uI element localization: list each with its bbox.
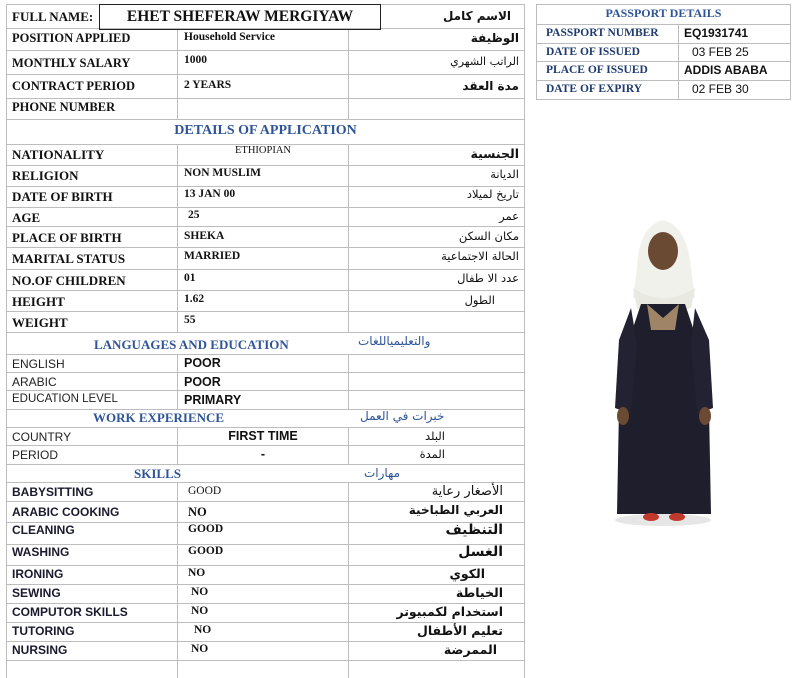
application-heading: DETAILS OF APPLICATION (174, 123, 357, 138)
skill-washing-label: WASHING (12, 545, 70, 559)
grid-line (6, 501, 525, 502)
grid-line (6, 4, 7, 678)
grid-line (537, 24, 790, 25)
date-issued-value: 03 FEB 25 (692, 45, 749, 59)
education-level-label: EDUCATION LEVEL (12, 393, 118, 405)
passport-heading: PASSPORT DETAILS (605, 6, 722, 20)
grid-line (537, 80, 790, 81)
education-level-value: PRIMARY (184, 393, 242, 407)
grid-line (177, 28, 178, 119)
skills-heading: SKILLS (134, 466, 181, 481)
grid-line (177, 144, 178, 332)
contract-period-label: CONTRACT PERIOD (12, 79, 136, 93)
skill-ironing-ar: الكوي (449, 566, 485, 581)
skill-cleaning-value: GOOD (188, 523, 224, 535)
skill-tutoring-ar: تعليم الأطفال (416, 623, 503, 638)
skill-sewing-value: NO (191, 586, 209, 598)
skill-arabic-cooking-ar: العربي الطباخية (408, 503, 503, 517)
grid-line (6, 409, 525, 410)
application-form (6, 4, 525, 678)
passport-number-value: EQ1931741 (684, 26, 749, 40)
full-name-label: FULL NAME: (12, 9, 94, 24)
applicant-photo (541, 108, 784, 568)
grid-line (6, 50, 525, 51)
country-value: FIRST TIME (228, 429, 298, 443)
grid-line (6, 186, 525, 187)
age-label: AGE (12, 210, 41, 225)
skill-computer-label: COMPUTOR SKILLS (12, 605, 128, 619)
dob-label: DATE OF BIRTH (12, 189, 113, 204)
skill-computer-value: NO (191, 605, 209, 617)
grid-line (6, 427, 525, 428)
grid-line (6, 354, 525, 355)
grid-line (6, 565, 525, 566)
country-ar: البلد (424, 429, 445, 443)
contract-period-ar: مدة العقد (462, 79, 519, 93)
grid-line (6, 74, 525, 75)
period-ar: المدة (419, 447, 445, 461)
arabic-value: POOR (184, 375, 221, 389)
nationality-label: NATIONALITY (12, 147, 105, 162)
grid-line (348, 482, 349, 678)
grid-line (6, 660, 525, 661)
grid-line (6, 464, 525, 465)
work-heading: WORK EXPERIENCE (93, 410, 225, 425)
skill-arabic-cooking-label: ARABIC COOKING (12, 505, 120, 519)
applicant-figure (541, 108, 784, 568)
place-issued-label: PLACE OF ISSUED (546, 64, 648, 76)
age-ar: عمر (499, 209, 519, 223)
skill-babysitting-label: BABYSITTING (12, 485, 94, 499)
grid-line (6, 390, 525, 391)
grid-line (6, 269, 525, 270)
skill-sewing-label: SEWING (12, 586, 61, 600)
contract-period-value: 2 YEARS (184, 79, 232, 91)
phone-number-label: PHONE NUMBER (12, 100, 116, 114)
grid-line (678, 24, 679, 99)
grid-line (177, 482, 178, 678)
position-applied-label: POSITION APPLIED (12, 31, 131, 45)
religion-value: NON MUSLIM (184, 167, 261, 179)
monthly-salary-ar: الراتب الشهري (450, 55, 519, 68)
weight-value: 55 (184, 314, 196, 326)
weight-label: WEIGHT (12, 315, 68, 330)
languages-heading-ar: والتعليمياللغات (358, 334, 431, 348)
grid-line (348, 144, 349, 332)
date-issued-label: DATE OF ISSUED (546, 46, 640, 58)
skill-washing-value: GOOD (188, 545, 224, 557)
height-ar: الطول (464, 293, 495, 307)
english-value: POOR (184, 356, 221, 370)
position-applied-ar: الوظيفة (470, 31, 519, 45)
skill-ironing-label: IRONING (12, 567, 64, 581)
monthly-salary-label: MONTHLY SALARY (12, 56, 131, 70)
grid-line (348, 427, 349, 464)
skill-tutoring-label: TUTORING (12, 624, 75, 638)
skill-computer-ar: استخدام لكمبيوتر (396, 604, 503, 619)
skill-babysitting-value: GOOD (188, 485, 222, 497)
position-applied-value: Household Service (184, 31, 276, 43)
grid-line (6, 119, 525, 120)
grid-line (6, 247, 525, 248)
grid-line (6, 165, 525, 166)
country-label: COUNTRY (12, 430, 72, 444)
nationality-ar: الجنسية (470, 146, 519, 161)
arabic-label: ARABIC (12, 375, 57, 389)
passport-details-table (536, 4, 791, 100)
skill-nursing-ar: الممرضة (443, 642, 497, 657)
grid-line (6, 207, 525, 208)
skill-ironing-value: NO (188, 567, 206, 579)
marital-status-ar: الحالة الاجتماعية (441, 249, 519, 263)
children-label: NO.OF CHILDREN (12, 273, 126, 288)
grid-line (524, 4, 525, 678)
dob-ar: تاريخ لميلاد (466, 187, 519, 201)
skill-washing-ar: الغسل (458, 544, 503, 560)
skill-sewing-ar: الخياطة (455, 585, 503, 600)
height-value: 1.62 (184, 293, 205, 305)
grid-line (6, 482, 525, 483)
english-label: ENGLISH (12, 357, 65, 371)
place-of-birth-ar: مكان السكن (458, 229, 519, 243)
grid-line (6, 226, 525, 227)
grid-line (6, 290, 525, 291)
skill-babysitting-ar: الأصغار رعاية (431, 484, 503, 499)
work-heading-ar: خبرات في العمل (360, 409, 445, 423)
grid-line (6, 544, 525, 545)
height-label: HEIGHT (12, 294, 65, 309)
grid-line (6, 98, 525, 99)
children-value: 01 (184, 272, 196, 284)
skill-tutoring-value: NO (194, 624, 212, 636)
date-expiry-value: 02 FEB 30 (692, 82, 749, 96)
dob-value: 13 JAN 00 (184, 188, 236, 200)
full-name-label-ar: الاسم كامل (442, 9, 511, 23)
grid-line (6, 584, 525, 585)
place-of-birth-label: PLACE OF BIRTH (12, 230, 122, 245)
grid-line (537, 61, 790, 62)
grid-line (6, 445, 525, 446)
grid-line (537, 43, 790, 44)
skills-heading-ar: مهارات (364, 466, 401, 480)
date-expiry-label: DATE OF EXPIRY (546, 83, 643, 95)
place-of-birth-value: SHEKA (184, 230, 225, 242)
religion-ar: الديانة (490, 167, 519, 181)
grid-line (348, 28, 349, 119)
skill-nursing-label: NURSING (12, 643, 68, 657)
grid-line (6, 372, 525, 373)
skill-cleaning-label: CLEANING (12, 523, 75, 537)
age-value: 25 (188, 209, 200, 221)
nationality-value: ETHIOPIAN (235, 145, 291, 156)
marital-status-label: MARITAL STATUS (12, 251, 126, 266)
grid-line (6, 332, 525, 333)
skill-nursing-value: NO (191, 643, 209, 655)
skill-cleaning-ar: التنظيف (445, 522, 503, 538)
religion-label: RELIGION (12, 168, 79, 183)
grid-line (177, 354, 178, 409)
period-label: PERIOD (12, 448, 59, 462)
children-ar: عدد الا طفال (457, 271, 519, 285)
period-value: - (260, 447, 266, 461)
marital-status-value: MARRIED (184, 250, 241, 262)
monthly-salary-value: 1000 (184, 54, 207, 66)
languages-heading: LANGUAGES AND EDUCATION (94, 337, 289, 352)
full-name-value: EHET SHEFERAW MERGIYAW (99, 4, 381, 30)
place-issued-value: ADDIS ABABA (684, 63, 768, 77)
grid-line (6, 311, 525, 312)
skill-arabic-cooking-value: NO (188, 505, 207, 519)
grid-line (348, 354, 349, 409)
passport-number-label: PASSPORT NUMBER (546, 27, 659, 39)
